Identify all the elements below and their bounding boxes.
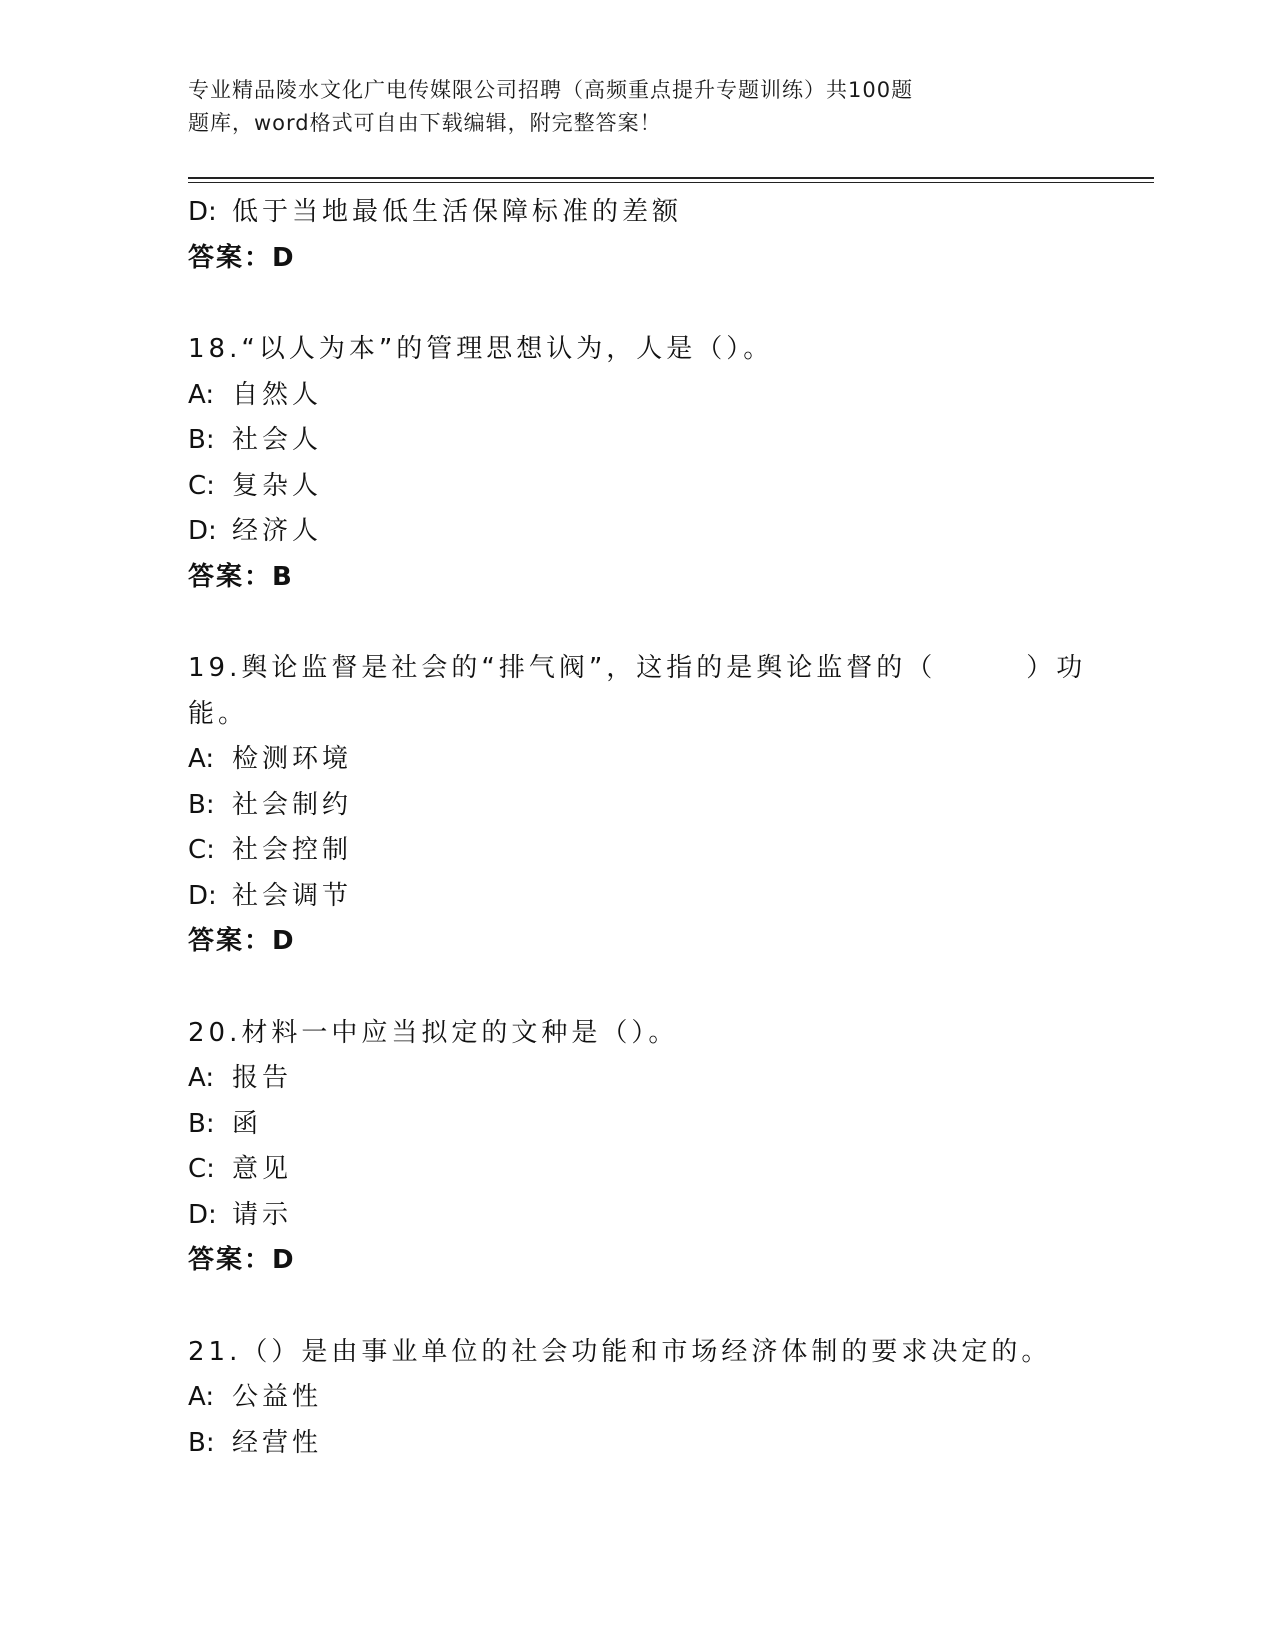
answer-line: 答案：D xyxy=(188,1245,296,1275)
option-letter: B: xyxy=(188,789,215,820)
option-text: 公益性 xyxy=(232,1382,323,1412)
option-c xyxy=(188,828,1088,874)
option-letter: C: xyxy=(188,470,215,501)
header-divider xyxy=(188,177,1154,179)
option-d xyxy=(188,509,1088,555)
option-a xyxy=(188,737,1088,783)
option-text: 低于当地最低生活保障标准的差额 xyxy=(232,197,683,227)
option-letter: B: xyxy=(188,425,215,455)
question-list xyxy=(188,190,1088,1466)
answer-line: 答案：B xyxy=(188,561,294,592)
option-c xyxy=(188,1147,1088,1193)
option-letter: B: xyxy=(188,1108,215,1139)
option-b xyxy=(188,418,1088,464)
option-letter: D: xyxy=(188,197,217,227)
option-letter: C: xyxy=(188,1154,215,1184)
option-b xyxy=(188,783,1088,829)
option-text: 函 xyxy=(232,1108,263,1139)
answer-line: 答案：D xyxy=(188,926,296,956)
option-d xyxy=(188,1193,1088,1239)
option-letter: D: xyxy=(188,1199,217,1230)
spacer xyxy=(188,600,1088,646)
option-letter: A: xyxy=(188,744,215,774)
question-20-stem: 20.材料一中应当拟定的文种是（）。 xyxy=(188,1017,679,1048)
question-18-stem: 18.“以人为本”的管理思想认为，人是（）。 xyxy=(188,334,774,364)
option-text: 社会控制 xyxy=(232,835,353,865)
question-19-stem: 19.舆论监督是社会的“排气阀”，这指的是舆论监督的（ ）功 xyxy=(188,653,1087,683)
option-b xyxy=(188,1102,1088,1148)
option-text: 意见 xyxy=(232,1154,293,1184)
option-letter: A: xyxy=(188,379,215,410)
option-letter: D: xyxy=(188,516,217,546)
option-letter: A: xyxy=(188,1382,215,1412)
option-a xyxy=(188,1056,1088,1102)
document-header xyxy=(188,74,1028,140)
option-text: 请示 xyxy=(232,1199,293,1230)
option-text: 经营性 xyxy=(232,1427,323,1458)
option-text: 报告 xyxy=(232,1063,293,1093)
question-19-stem-cont: 能。 xyxy=(188,698,249,729)
option-letter: B: xyxy=(188,1427,215,1458)
option-text: 经济人 xyxy=(232,516,323,546)
header-line-1: 专业精品陵水文化广电传媒限公司招聘（高频重点提升专题训练）共100题 xyxy=(188,78,914,102)
option-b xyxy=(188,1421,1088,1467)
option-a xyxy=(188,373,1088,419)
option-text: 检测环境 xyxy=(232,744,353,774)
option-a xyxy=(188,1375,1088,1421)
option-text: 社会制约 xyxy=(232,789,353,820)
spacer xyxy=(188,1284,1088,1330)
option-d xyxy=(188,190,1088,236)
option-letter: A: xyxy=(188,1063,215,1093)
option-letter: D: xyxy=(188,880,217,911)
header-line-2: 题库，word格式可自由下载编辑，附完整答案！ xyxy=(188,111,662,135)
option-text: 自然人 xyxy=(232,379,323,410)
option-letter: C: xyxy=(188,835,215,865)
spacer xyxy=(188,965,1088,1011)
option-text: 社会人 xyxy=(232,425,323,455)
option-c xyxy=(188,464,1088,510)
answer-line: 答案：D xyxy=(188,242,296,273)
option-text: 复杂人 xyxy=(232,470,323,501)
option-text: 社会调节 xyxy=(232,880,353,911)
spacer xyxy=(188,281,1088,327)
question-21-stem: 21.（）是由事业单位的社会功能和市场经济体制的要求决定的。 xyxy=(188,1336,1052,1367)
option-d xyxy=(188,874,1088,920)
header-divider-thin xyxy=(188,182,1154,183)
